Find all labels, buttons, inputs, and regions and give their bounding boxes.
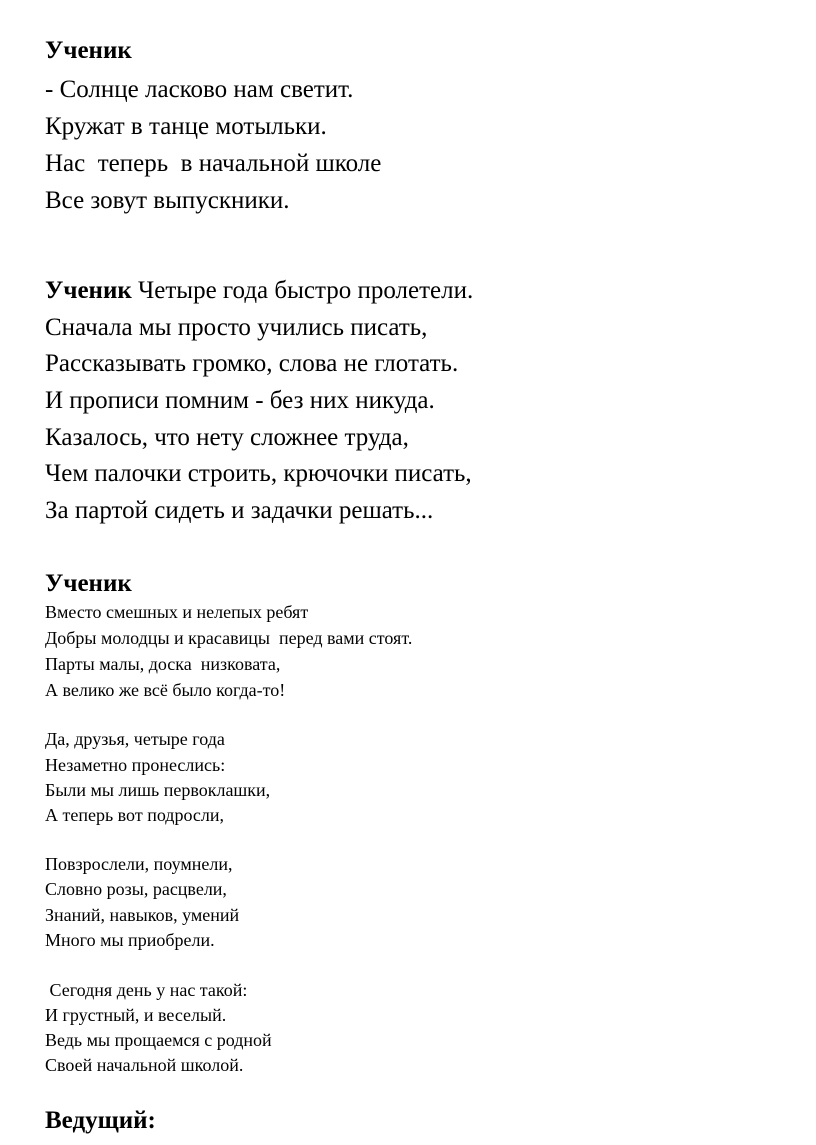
- verse-line: Словно розы, расцвели,: [45, 879, 227, 899]
- verse-text: Четыре года быстро пролетели.: [131, 277, 474, 304]
- speaker-heading: Ведущий:: [45, 1107, 156, 1134]
- verse-line: Знаний, навыков, умений: [45, 905, 240, 925]
- verse-line: Ведь мы прощаемся с родной: [45, 1030, 272, 1050]
- verse-line: Своей начальной школой.: [45, 1055, 244, 1075]
- verse-line: А велико же всё было когда-то!: [45, 680, 286, 700]
- verse-line: Незаметно пронеслись:: [45, 755, 226, 775]
- speaker-heading: Ученик: [45, 37, 132, 64]
- verse-line: Сначала мы просто учились писать,: [45, 314, 428, 341]
- verse-line: Вместо смешных и нелепых ребят: [45, 602, 309, 622]
- verse-line: А теперь вот подросли,: [45, 805, 225, 825]
- speaker-heading: Ученик: [45, 570, 132, 597]
- verse-line: Рассказывать громко, слова не глотать.: [45, 350, 459, 377]
- verse-line: Нас теперь в начальной школе: [45, 150, 382, 177]
- verse-line: Добры молодцы и красавицы перед вами стоят.: [45, 628, 413, 648]
- verse-line: Были мы лишь первоклашки,: [45, 780, 271, 800]
- verse-line: [45, 278, 473, 303]
- verse-line: - Солнце ласково нам светит.: [45, 76, 354, 103]
- verse-line: Казалось, что нету сложнее труда,: [45, 424, 409, 451]
- verse-line: И грустный, и веселый.: [45, 1005, 227, 1025]
- verse-line: И прописи помним - без них никуда.: [45, 387, 435, 414]
- speaker-heading: Ученик: [45, 277, 132, 304]
- verse-line: Да, друзья, четыре года: [45, 729, 225, 749]
- document-page: [45, 0, 816, 1145]
- verse-line: Все зовут выпускники.: [45, 187, 290, 214]
- verse-line: За партой сидеть и задачки решать...: [45, 497, 434, 524]
- verse-line: Много мы приобрели.: [45, 930, 215, 950]
- verse-line: Повзрослели, поумнели,: [45, 854, 233, 874]
- verse-line: Чем палочки строить, крючочки писать,: [45, 460, 472, 487]
- verse-line: Сегодня день у нас такой:: [45, 980, 248, 1000]
- verse-line: Парты малы, доска низковата,: [45, 654, 281, 674]
- verse-line: Кружат в танце мотыльки.: [45, 113, 327, 140]
